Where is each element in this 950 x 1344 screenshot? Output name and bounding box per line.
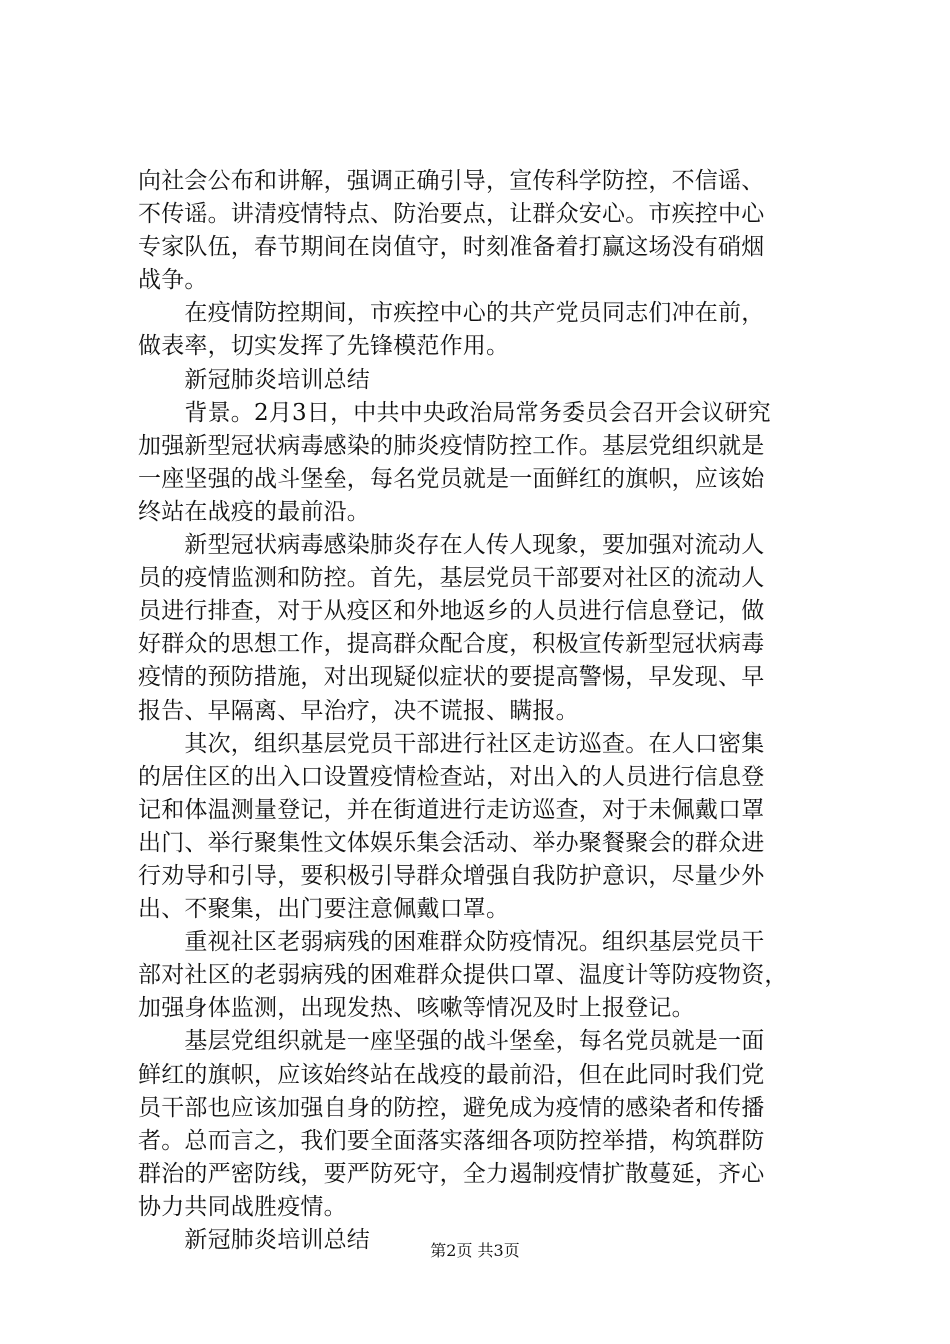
- text-line: 部对社区的老弱病残的困难群众提供口罩、温度计等防疫物资，: [138, 962, 788, 989]
- text-line: 报告、早隔离、早治疗，决不谎报、瞒报。: [138, 697, 579, 724]
- text-line: 其次，组织基层党员干部进行社区走访巡查。在人口密集: [138, 730, 765, 757]
- text-line: 战争。: [138, 267, 208, 294]
- text-line: 鲜红的旗帜，应该始终站在战疫的最前沿，但在此同时我们党: [138, 1061, 765, 1088]
- text-line: 协力共同战胜疫情。: [138, 1193, 347, 1220]
- text-line: 群治的严密防线，要严防死守，全力遏制疫情扩散蔓延，齐心: [138, 1160, 765, 1187]
- text-line: 做表率，切实发挥了先锋模范作用。: [138, 333, 510, 360]
- text-line: 加强新型冠状病毒感染的肺炎疫情防控工作。基层党组织就是: [138, 432, 765, 459]
- body-text: [138, 165, 828, 1257]
- text-line: 的居住区的出入口设置疫情检查站，对出入的人员进行信息登: [138, 763, 765, 790]
- text-line: 新型冠状病毒感染肺炎存在人传人现象，要加强对流动人: [138, 532, 765, 559]
- text-line: 背景。2月3日，中共中央政治局常务委员会召开会议研究: [138, 399, 771, 426]
- text-line: 加强身体监测，出现发热、咳嗽等情况及时上报登记。: [138, 995, 695, 1022]
- text-line: 在疫情防控期间，市疾控中心的共产党员同志们冲在前，: [138, 300, 765, 327]
- text-line: 新冠肺炎培训总结: [138, 1227, 370, 1253]
- text-line: 新冠肺炎培训总结: [138, 366, 370, 393]
- text-line: 重视社区老弱病残的困难群众防疫情况。组织基层党员干: [138, 929, 765, 956]
- text-line: 终站在战疫的最前沿。: [138, 498, 370, 525]
- text-line: 者。总而言之，我们要全面落实落细各项防控举措，构筑群防: [138, 1127, 765, 1154]
- text-line: 行劝导和引导，要积极引导群众增强自我防护意识，尽量少外: [138, 862, 765, 889]
- text-line: 出门、举行聚集性文体娱乐集会活动、举办聚餐聚会的群众进: [138, 829, 765, 856]
- text-line: 疫情的预防措施，对出现疑似症状的要提高警惕，早发现、早: [138, 664, 765, 691]
- text-line: 出、不聚集，出门要注意佩戴口罩。: [138, 896, 510, 923]
- text-line: 好群众的思想工作，提高群众配合度，积极宣传新型冠状病毒: [138, 631, 765, 658]
- text-line: 向社会公布和讲解，强调正确引导，宣传科学防控，不信谣、: [138, 168, 765, 194]
- page-footer: 第2页 共3页: [430, 1241, 520, 1260]
- text-line: 员的疫情监测和防控。首先，基层党员干部要对社区的流动人: [138, 565, 765, 592]
- text-line: 基层党组织就是一座坚强的战斗堡垒，每名党员就是一面: [138, 1028, 765, 1055]
- text-line: 专家队伍，春节期间在岗值守，时刻准备着打赢这场没有硝烟: [138, 234, 765, 261]
- text-line: 员进行排查，对于从疫区和外地返乡的人员进行信息登记，做: [138, 598, 765, 625]
- text-line: 记和体温测量登记，并在街道进行走访巡查，对于未佩戴口罩: [138, 796, 765, 823]
- text-line: 不传谣。讲清疫情特点、防治要点，让群众安心。市疾控中心: [138, 201, 765, 228]
- text-line: 员干部也应该加强自身的防控，避免成为疫情的感染者和传播: [138, 1094, 765, 1121]
- text-line: 一座坚强的战斗堡垒，每名党员就是一面鲜红的旗帜，应该始: [138, 465, 765, 492]
